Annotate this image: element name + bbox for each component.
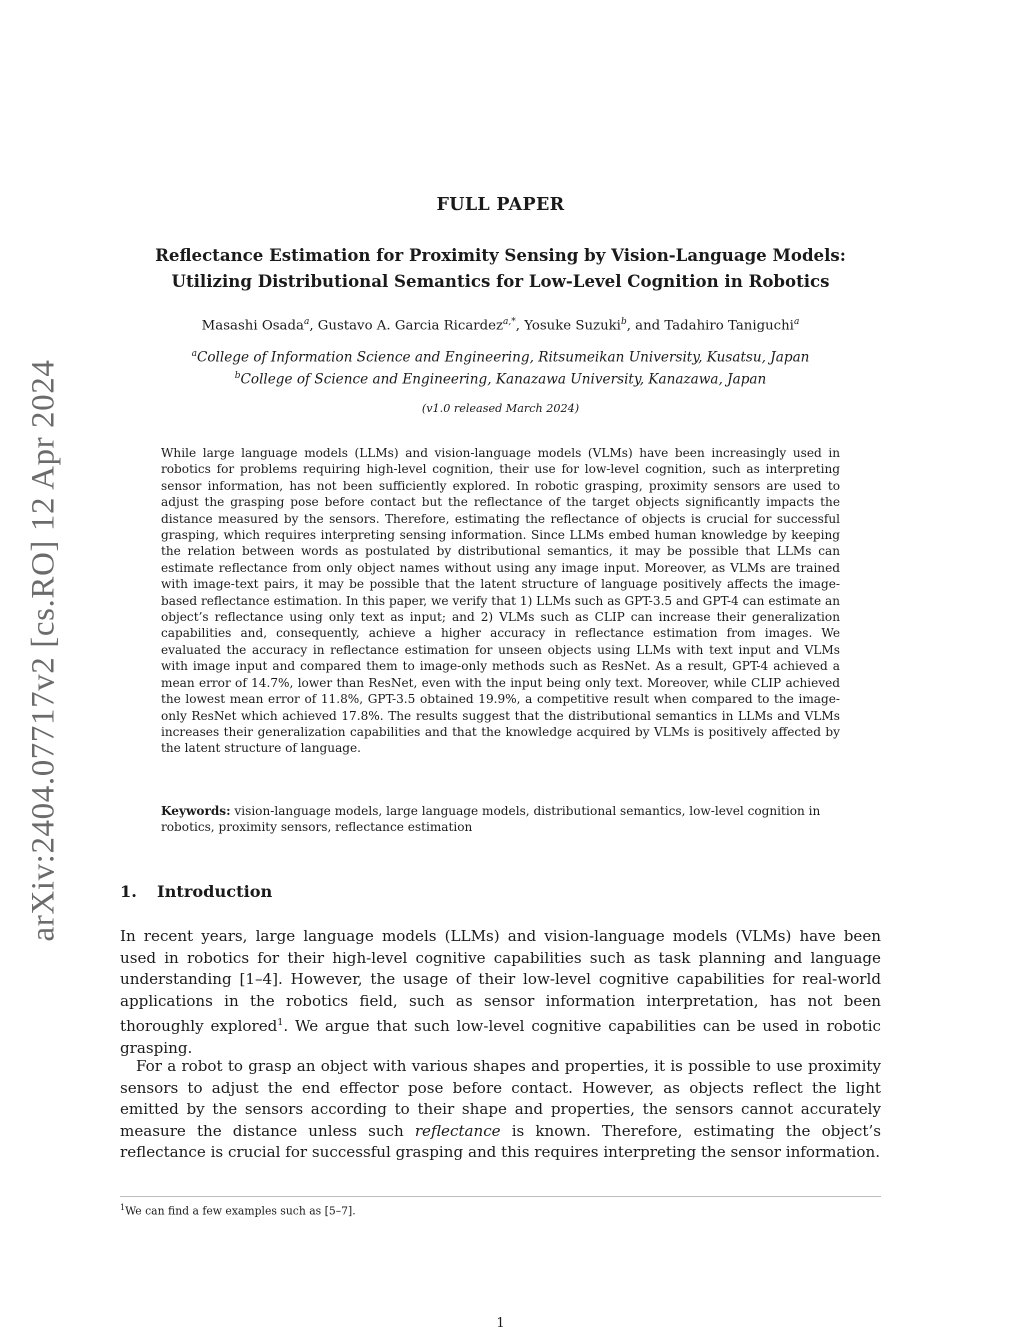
keywords — [161, 803, 840, 836]
paragraph-text: is known. Therefore, estimating the object’s reflectance is crucial for successful grasping and this requires interpreting the sensor information. — [120, 1121, 882, 1162]
author-name: Gustavo A. Garcia Ricardez — [317, 318, 504, 334]
paragraph-text: . We argue that such low-level cognitive capabilities can be used in robotic grasping. — [120, 1017, 882, 1057]
author-separator: , — [515, 318, 525, 334]
abstract: While large language models (LLMs) and vision-language models (VLMs) have been increasingly used in robotics for problems requiring high-level cognition, their use for low-level cognition, such as interpreting sensor information, has not been sufficiently explored. In robotic grasping, proximity sensors are used to adjust the grasping pose before contact but the reflectance of the target objects significantly impacts the distance measured by the sensors. Therefore, estimating the reflectance of objects is crucial for successful grasping, which requires interpreting sensing information. Since LLMs embed human knowledge by keeping the relation between words as postulated by distributional semantics, it may be possible that LLMs can estimate reflectance from only object names without using any image input. Moreover, as VLMs are trained with image-text pairs, it may be possible that the latent structure of language positively affects the image-based reflectance estimation. In this paper, we verify that 1) LLMs such as GPT-3.5 and GPT-4 can estimate an object’s reflectance using only text as input; and 2) VLMs such as CLIP can increase their generalization capabilities and, consequently, achieve a higher accuracy in reflectance estimation from images. We evaluated the accuracy in reflectance estimation for unseen objects using LLMs with text input and VLMs with image input and compared them to image-only methods such as ResNet. As a result, GPT-4 achieved a mean error of 14.7%, lower than ResNet, even with the input being only text. Moreover, while CLIP achieved the lowest mean error of 11.8%, GPT-3.5 obtained 19.9%, a competitive result when compared to the image-only ResNet which achieved 17.8%. The results suggest that the distributional semantics in LLMs and VLMs increases their generalization capabilities and that the knowledge acquired by VLMs is positively affected by the latent structure of language. — [161, 446, 840, 756]
author-affiliation-mark: a — [303, 317, 310, 327]
affiliation-b — [120, 371, 881, 388]
affiliation-mark: b — [234, 371, 241, 381]
author-list — [120, 317, 881, 333]
section-number: 1. — [120, 882, 137, 901]
paper-title-line-2: Utilizing Distributional Semantics for Low-Level Cognition in Robotics — [171, 271, 830, 291]
author-separator: , and — [626, 318, 665, 334]
arxiv-identifier-stamp — [24, 355, 64, 945]
section-heading-introduction — [120, 882, 272, 901]
author-name: Tadahiro Taniguchi — [664, 318, 794, 334]
paper-title — [120, 242, 881, 294]
keywords-text: vision-language models, large language models, distributional semantics, low-level cognition in robotics, proximity sensors, reflectance estimation — [161, 804, 821, 835]
body-paragraph — [120, 926, 881, 1060]
keywords-label: Keywords: — [161, 804, 231, 818]
page-number: 1 — [496, 1316, 505, 1331]
footnote — [120, 1203, 356, 1218]
author-name: Masashi Osada — [201, 318, 304, 334]
footnote-reference[interactable]: 1 — [277, 1017, 284, 1029]
affiliation-mark: a — [191, 349, 197, 359]
footnote-divider — [120, 1196, 881, 1197]
author-affiliation-mark: a,* — [503, 317, 516, 327]
author-affiliation-mark: b — [620, 317, 627, 327]
paragraph-text: In recent years, large language models (LLMs) and vision-language models (VLMs) have been used in robotics for their high-level cognitive capabilities such as task planning and language understanding [1–4]. However, the usage of their low-level cognitive capabilities for real-world applications in the robotics field, such as sensor information interpretation, has not been thoroughly explored — [120, 927, 881, 1036]
footnote-text: We can find a few examples such as [5–7]. — [125, 1204, 356, 1218]
affiliation-text: College of Information Science and Engineering, Ritsumeikan University, Kusatsu, Japan — [196, 349, 810, 366]
emphasized-term: reflectance — [414, 1121, 501, 1140]
body-paragraph — [120, 1056, 881, 1164]
author-name: Yosuke Suzuki — [524, 318, 621, 334]
paper-title-line-1: Reflectance Estimation for Proximity Sensing by Vision-Language Models: — [155, 245, 846, 265]
affiliation-a — [120, 349, 881, 366]
author-separator: , — [309, 318, 318, 334]
arxiv-identifier-text: arXiv:2404.07717v2 [cs.RO] 12 Apr 2024 — [25, 359, 62, 941]
section-title: Introduction — [157, 882, 273, 901]
author-affiliation-mark: a — [793, 317, 800, 327]
footnote-mark: 1 — [120, 1203, 126, 1212]
version-note: (v1.0 released March 2024) — [421, 402, 580, 415]
affiliation-text: College of Science and Engineering, Kanazawa University, Kanazawa, Japan — [240, 371, 767, 388]
paper-type-label: FULL PAPER — [436, 195, 565, 215]
paragraph-text: For a robot to grasp an object with various shapes and properties, it is possible to use proximity sensors to adjust the end effector pose before contact. However, as objects reflect the light emitted by the sensors according to their shape and properties, the sensors cannot accurately measure the distance unless such — [120, 1057, 881, 1140]
